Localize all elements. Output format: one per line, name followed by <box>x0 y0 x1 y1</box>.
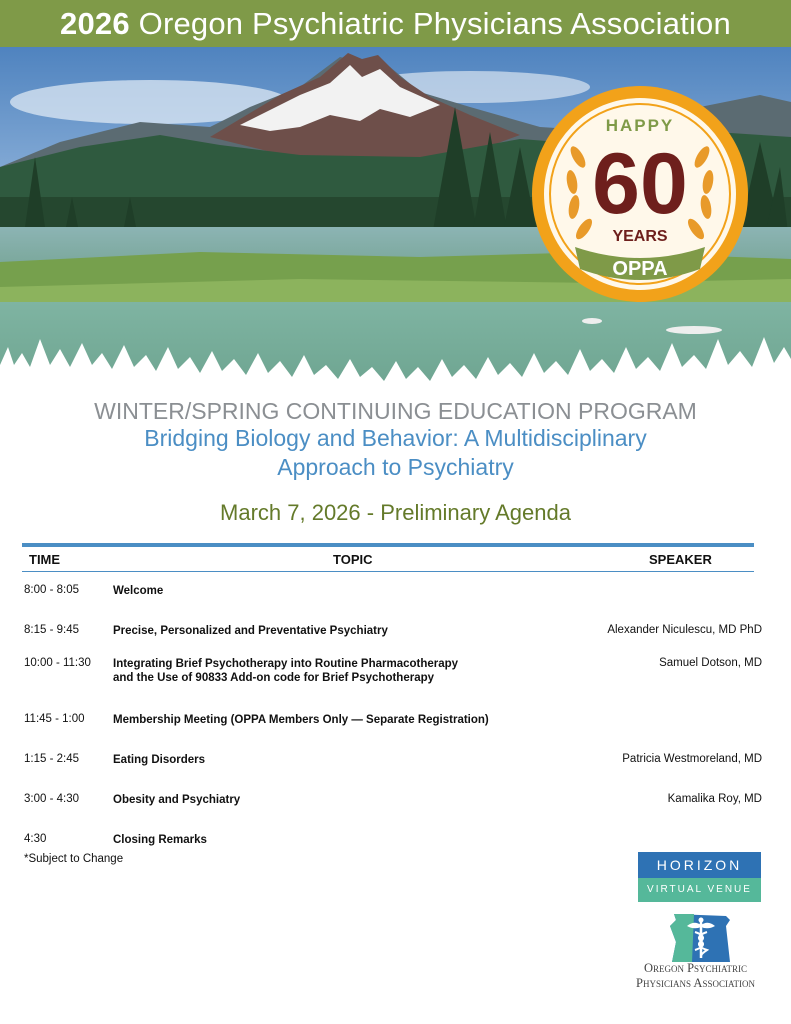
row-topic: Membership Meeting (OPPA Members Only — Separate Registration) <box>113 714 489 726</box>
badge-happy: HAPPY <box>605 116 675 135</box>
header-time: TIME <box>29 552 61 567</box>
row-speaker: Samuel Dotson, MD <box>659 657 762 669</box>
row-topic: Obesity and Psychiatry <box>113 794 241 806</box>
row-time: 10:00 - 11:30 <box>24 657 91 669</box>
badge-org: OPPA <box>612 258 668 280</box>
horizon-logo-bottom: VIRTUAL VENUE <box>638 878 761 902</box>
row-topic: Precise, Personalized and Preventative Psychiatry <box>113 625 388 637</box>
horizon-virtual-venue-logo <box>638 852 761 902</box>
oregon-caduceus-logo-icon <box>660 912 742 964</box>
program-title-line1: Bridging Biology and Behavior: A Multidisciplinary <box>144 425 647 451</box>
badge-number: 60 <box>592 136 688 232</box>
row-time: 11:45 - 1:00 <box>24 713 85 725</box>
top-banner <box>0 0 791 47</box>
footer-org-line1: Oregon Psychiatric <box>643 961 748 975</box>
banner-org: Oregon Psychiatric Physicians Association <box>138 6 731 41</box>
row-topic: Eating Disorders <box>113 754 206 766</box>
program-titles <box>0 398 791 482</box>
row-time: 1:15 - 2:45 <box>24 753 79 765</box>
change-note: *Subject to Change <box>24 853 124 865</box>
row-time: 8:15 - 9:45 <box>24 624 79 636</box>
footer-org-name <box>600 961 791 991</box>
footer-org-line2: Physicians Association <box>636 976 755 990</box>
row-topic-line2: and the Use of 90833 Add-on code for Brief Psychotherapy <box>113 672 435 684</box>
table-top-rule <box>22 543 754 547</box>
row-time: 3:00 - 4:30 <box>24 793 79 805</box>
row-topic: Welcome <box>113 585 164 597</box>
badge-years: YEARS <box>612 228 668 245</box>
banner-year: 2026 <box>60 6 130 41</box>
row-time: 4:30 <box>24 833 47 845</box>
row-topic: Closing Remarks <box>113 834 207 846</box>
row-time: 8:00 - 8:05 <box>24 584 79 596</box>
row-topic: Integrating Brief Psychotherapy into Routine Pharmacotherapy <box>113 658 459 670</box>
horizon-logo-top: HORIZON <box>638 852 761 878</box>
row-speaker: Alexander Niculescu, MD PhD <box>607 624 762 636</box>
anniversary-badge <box>532 86 748 302</box>
table-header-rule <box>22 571 754 572</box>
agenda-date: March 7, 2026 - Preliminary Agenda <box>220 500 571 525</box>
header-topic: TOPIC <box>333 552 373 567</box>
program-subtitle: WINTER/SPRING CONTINUING EDUCATION PROGRAM <box>94 398 697 424</box>
header-speaker: SPEAKER <box>649 552 712 567</box>
program-title-line2: Approach to Psychiatry <box>277 454 514 480</box>
row-speaker: Kamalika Roy, MD <box>667 793 762 805</box>
hero-landscape-image <box>0 47 791 392</box>
row-speaker: Patricia Westmoreland, MD <box>622 753 762 765</box>
